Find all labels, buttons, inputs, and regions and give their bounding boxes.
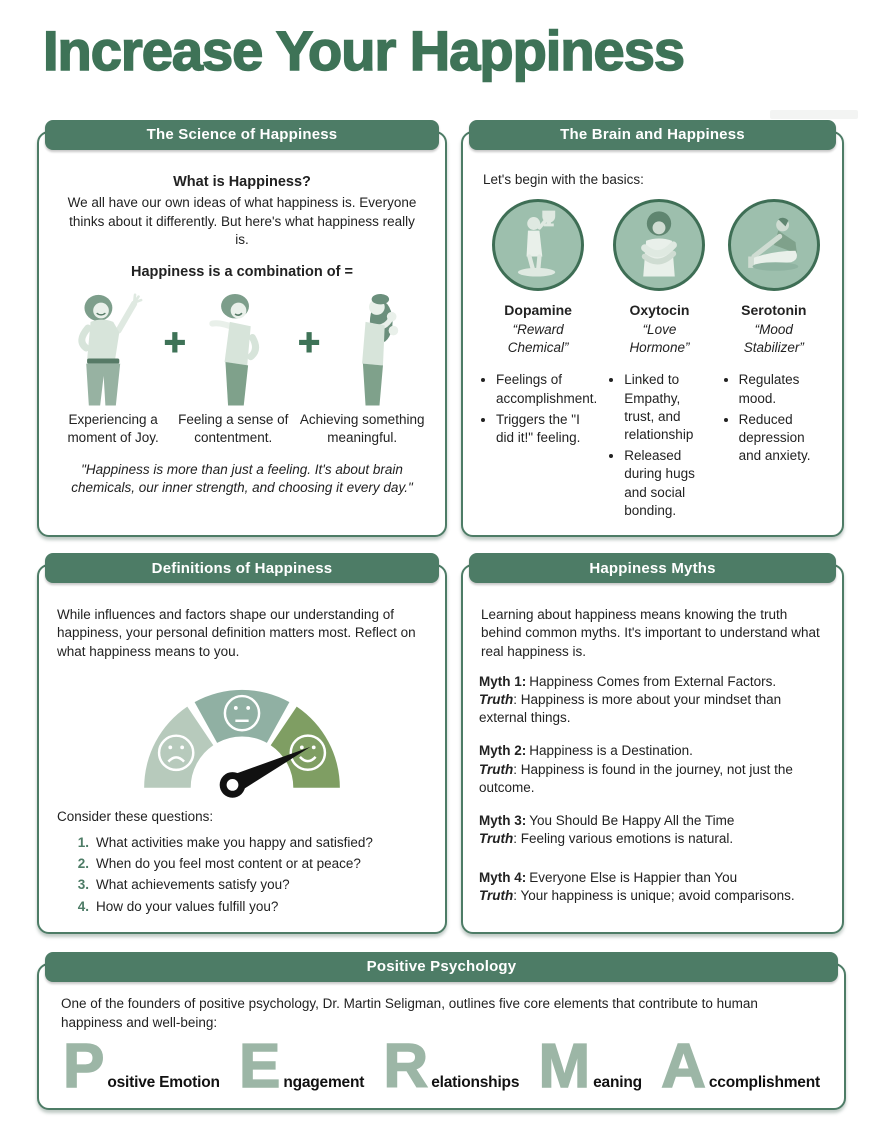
question-number: 2. [77,856,89,872]
perma-word: eaning [593,1073,642,1091]
oxytocin-column [607,199,711,523]
serotonin-points [722,371,826,468]
happiness-figures-row [55,287,429,409]
truth-text: : Feeling various emotions is natural. [513,831,734,847]
figure-caption: Experiencing a moment of Joy. [67,411,159,445]
question-text: What activities make you happy and satisfied? [96,834,373,850]
question-text: When do you feel most content or at peace? [96,856,361,872]
question-item [65,834,429,852]
myth-label: Myth 4: [479,869,527,885]
question-text: How do your values fulfill you? [96,898,279,914]
bullet-point: • Regulates mood. [739,371,826,407]
self-hug-woman-illustration [613,199,705,291]
question-number: 3. [77,877,89,893]
positive-intro-text: One of the founders of positive psychology, Dr. Martin Seligman, outlines five core elements that contribute to human happiness and well-being: [61,995,758,1030]
question-item [65,876,429,894]
page-title: Increase Your Happiness [43,19,684,82]
myths-intro-text: Learning about happiness means knowing the truth behind common myths. It's important to understand what real happiness is. [481,607,820,659]
science-of-happiness-card [37,126,447,537]
myth-3-block [479,812,826,848]
stretching-man-illustration [728,199,820,291]
waving-woman-illustration [60,287,156,409]
figure-caption: Feeling a sense of contentment. [178,411,289,445]
perma-letter: M [538,1031,591,1101]
bullet-point: • Feelings of accomplishment. [496,371,597,407]
science-card-header: The Science of Happiness [45,120,439,150]
brain-and-happiness-card [461,126,844,537]
truth-text: : Your happiness is unique; avoid comparisons. [513,887,795,903]
myth-text: Happiness is a Destination. [529,743,693,759]
trophy-man-illustration [492,199,584,291]
perma-word: ccomplishment [708,1073,820,1091]
excited-woman-illustration [328,287,424,409]
truth-label: Truth [479,831,514,847]
chemicals-grid [479,199,826,523]
truth-label: Truth [479,691,514,707]
positive-card-header: Positive Psychology [45,952,838,982]
chemical-name: Oxytocin [629,302,690,319]
plus-sign: + [298,321,321,364]
definitions-intro-text: While influences and factors shape our understanding of happiness, your personal definition matters most. Reflect on what happiness means to you. [57,607,416,659]
happiness-gauge [55,669,429,802]
bullet-point: • Released during hugs and social bonding. [624,447,711,520]
chemical-name: Serotonin [741,302,807,319]
myth-label: Myth 2: [479,743,527,759]
perma-item-positive-emotion [63,1031,220,1101]
chemical-nickname: “Love Hormone” [629,321,690,356]
combination-heading: Happiness is a combination of = [131,264,353,281]
science-quote: "Happiness is more than just a feeling. It's about brain chemicals, our inner strength, and choosing it every day." [71,462,413,496]
happiness-myths-card [461,559,844,934]
myths-card-header: Happiness Myths [469,553,836,583]
perma-letter: A [661,1031,706,1101]
perma-item-relationships [383,1031,520,1101]
myth-2-block [479,742,826,797]
perma-item-meaning [538,1031,642,1101]
gauge-segment-neutral [195,690,290,743]
question-number: 4. [77,898,89,914]
perma-row [63,1031,820,1101]
myth-1-block [479,673,826,728]
question-item [65,898,429,916]
bottom-row [37,950,846,1110]
figure-caption: Achieving something meaningful. [299,411,425,445]
perma-item-accomplishment [661,1031,820,1101]
science-intro-text: We all have our own ideas of what happiness is. Everyone thinks about it differently. But here's what happiness really is. [67,195,417,247]
perma-word: ngagement [283,1073,365,1091]
myth-text: Everyone Else is Happier than You [529,869,738,885]
middle-row [37,551,846,934]
oxytocin-points [607,371,711,523]
myth-4-block [479,869,826,905]
watermark-remnant [770,110,858,119]
perma-word: ositive Emotion [107,1073,220,1091]
brain-intro-text: Let's begin with the basics: [483,171,644,187]
gauge-segment-sad [144,706,213,787]
myth-label: Myth 3: [479,813,527,829]
gauge-segment-happy [271,706,340,787]
chemical-nickname: “Reward Chemical” [507,321,569,356]
bullet-point: • Reduced depression and anxiety. [739,411,826,466]
serotonin-column [722,199,826,523]
truth-text: : Happiness is found in the journey, not just the outcome. [479,761,793,795]
top-row [37,118,846,537]
chemical-nickname: “Mood Stabilizer” [743,321,804,356]
dopamine-column [479,199,597,523]
questions-heading: Consider these questions: [57,808,214,824]
perma-item-engagement [238,1031,365,1101]
brain-card-header: The Brain and Happiness [469,120,836,150]
figure-captions [55,411,429,447]
perma-word: elationships [431,1073,520,1091]
positive-psychology-card [37,958,846,1110]
bullet-point: • Linked to Empathy, trust, and relationship [624,371,711,444]
question-number: 1. [77,834,89,850]
truth-text: : Happiness is more about your mindset than external things. [479,691,782,726]
perma-letter: P [63,1031,105,1101]
myth-text: You Should Be Happy All the Time [529,813,735,829]
laughing-woman-illustration [194,287,290,409]
plus-sign: + [163,321,186,364]
questions-list [65,834,429,916]
truth-label: Truth [479,761,514,777]
perma-letter: R [383,1031,429,1101]
question-text: What achievements satisfy you? [96,877,290,893]
myth-label: Myth 1: [479,673,527,689]
myth-text: Happiness Comes from External Factors. [529,673,777,689]
definitions-of-happiness-card [37,559,447,934]
question-item [65,855,429,873]
truth-label: Truth [479,887,514,903]
bullet-point: • Triggers the "I did it!" feeling. [496,411,597,447]
what-is-happiness-heading: What is Happiness? [173,173,311,190]
perma-letter: E [238,1031,281,1101]
definitions-card-header: Definitions of Happiness [45,553,439,583]
chemical-name: Dopamine [504,302,572,319]
infographic-page [0,19,883,1110]
dopamine-points [479,371,597,450]
